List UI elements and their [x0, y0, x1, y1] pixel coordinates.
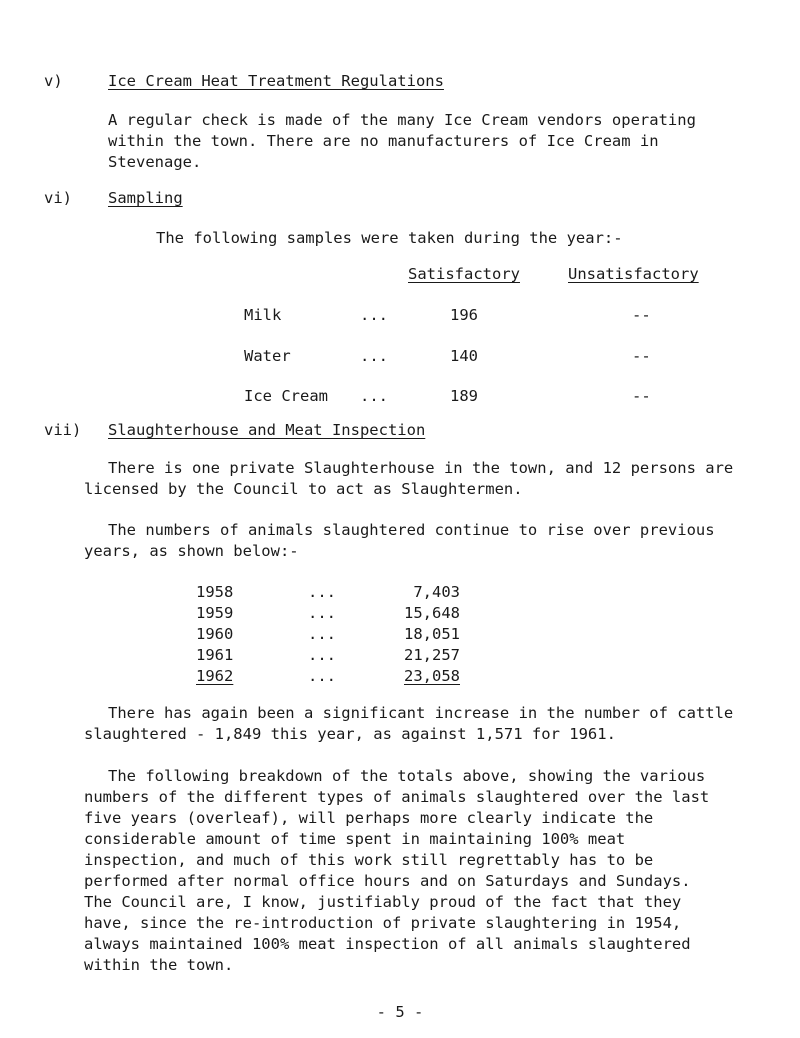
- page-number: - 5 -: [376, 1003, 424, 1021]
- count-value: 18,051: [404, 625, 460, 643]
- leader-dots: ...: [308, 646, 336, 664]
- leader-dots: ...: [308, 583, 336, 601]
- section-vii-heading: Slaughterhouse and Meat Inspection: [108, 421, 426, 439]
- count-value: 15,648: [404, 604, 460, 622]
- unsatisfactory-count: --: [632, 347, 651, 365]
- satisfactory-count: 140: [450, 347, 478, 365]
- section-v-number: v): [44, 72, 63, 90]
- section-v-body: A regular check is made of the many Ice Cream vendors operating within the town. There are no manufacturers of Ice Cream in Stevenage.: [108, 111, 696, 171]
- leader-dots: ...: [360, 387, 388, 405]
- column-header-satisfactory: Satisfactory: [408, 265, 520, 283]
- column-header-unsatisfactory: Unsatisfactory: [568, 265, 699, 283]
- year-label: 1958: [196, 583, 234, 601]
- sample-label: Ice Cream: [244, 387, 328, 405]
- count-value: 7,403: [413, 583, 460, 601]
- count-value: 21,257: [404, 646, 460, 664]
- leader-dots: ...: [308, 625, 336, 643]
- section-v-heading: Ice Cream Heat Treatment Regulations: [108, 72, 444, 90]
- sample-label: Milk: [244, 306, 282, 324]
- slaughterhouse-paragraph: There is one private Slaughterhouse in the town, and 12 persons are licensed by the Council to act as Slaughtermen.: [84, 459, 734, 498]
- year-label: 1961: [196, 646, 234, 664]
- satisfactory-count: 189: [450, 387, 478, 405]
- unsatisfactory-count: --: [632, 306, 651, 324]
- sample-label: Water: [244, 347, 291, 365]
- animals-paragraph: The numbers of animals slaughtered continue to rise over previous years, as shown below:-: [84, 521, 715, 560]
- unsatisfactory-count: --: [632, 387, 651, 405]
- cattle-paragraph: There has again been a significant increase in the number of cattle slaughtered - 1,849 this year, as against 1,571 for 1961.: [84, 704, 734, 743]
- leader-dots: ...: [360, 347, 388, 365]
- section-vi-number: vi): [44, 189, 72, 207]
- section-vi-heading: Sampling: [108, 189, 183, 207]
- year-label: 1959: [196, 604, 234, 622]
- year-label: 1962: [196, 667, 234, 685]
- satisfactory-count: 196: [450, 306, 478, 324]
- leader-dots: ...: [360, 306, 388, 324]
- count-value: 23,058: [404, 667, 460, 685]
- section-vii-number: vii): [44, 421, 82, 439]
- sampling-intro: The following samples were taken during the year:-: [156, 229, 623, 247]
- breakdown-paragraph: The following breakdown of the totals above, showing the various numbers of the different types of animals slaughtered over the last five years (overleaf), will perhaps more clearly indicate the considerable amount of time spent in maintaining 100% meat inspection, and much of this work still regrettably has to be performed after normal office hours and on Saturdays and Sundays. The Council are, I know, justifiably proud of the fact that they have, since the re-introduction of private slaughtering in 1954, always maintained 100% meat inspection of all animals slaughtered within the town.: [84, 767, 710, 974]
- year-label: 1960: [196, 625, 234, 643]
- leader-dots: ...: [308, 667, 336, 685]
- leader-dots: ...: [308, 604, 336, 622]
